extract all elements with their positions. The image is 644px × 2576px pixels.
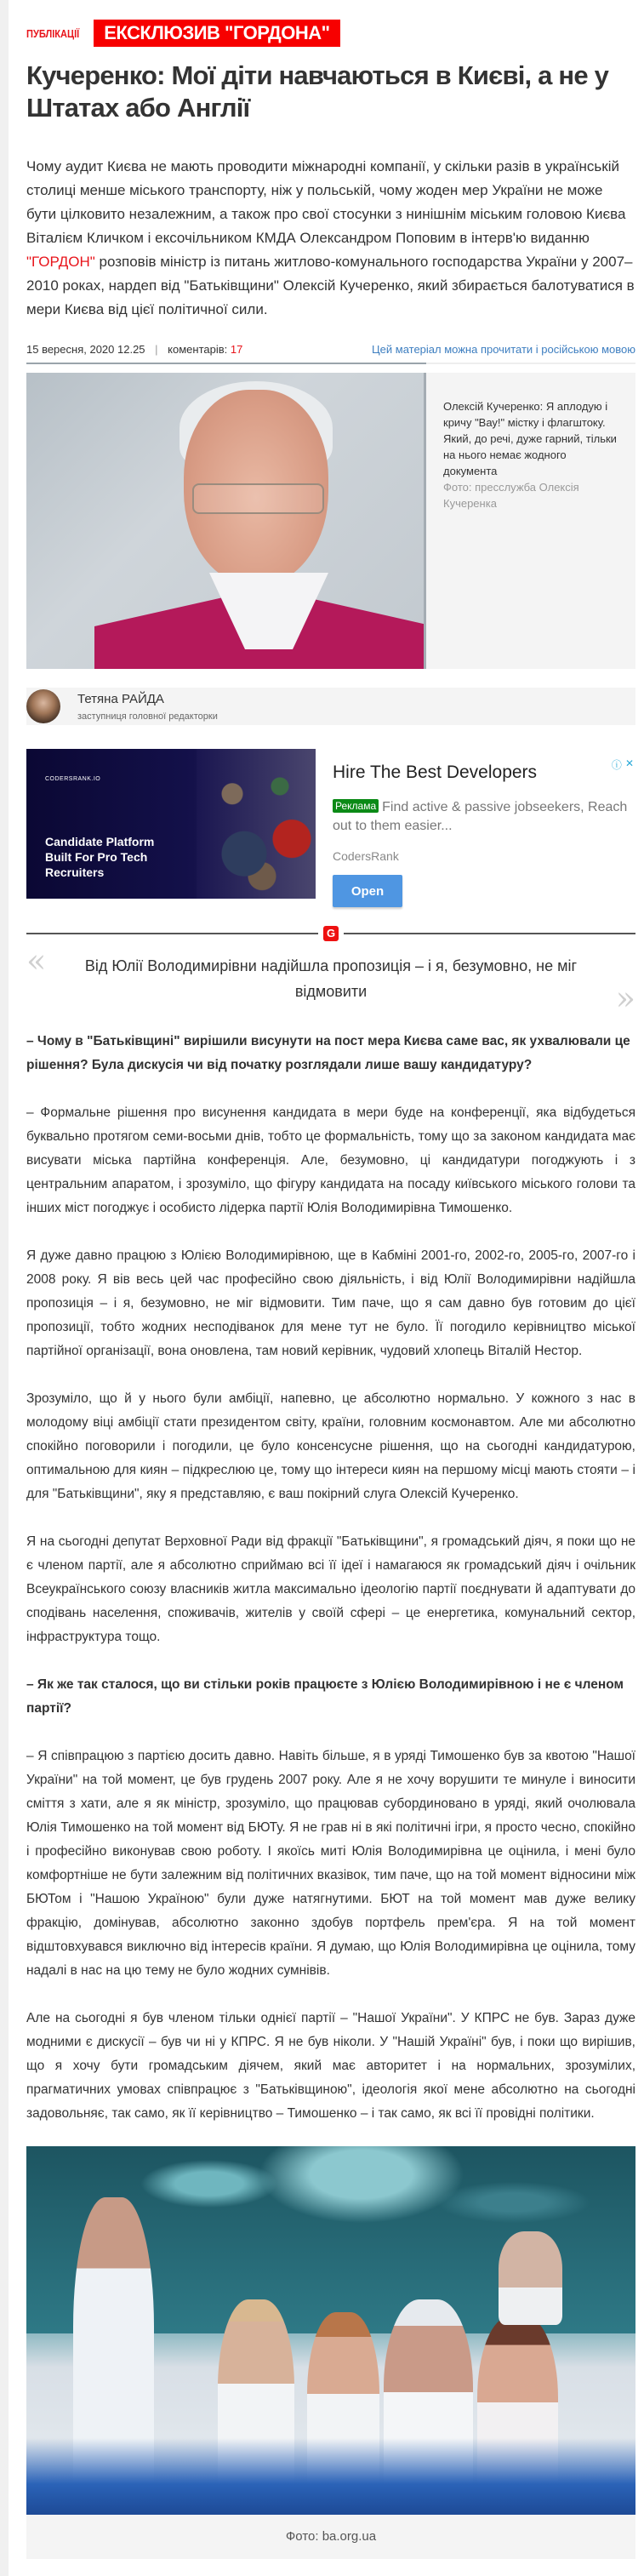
gordon-logo-icon: G [323, 926, 339, 941]
photo-caption-text: Олексій Кучеренко: Я аплодую і кричу "Вау!" містку і флагштоку. Який, до речі, дуже гарний, тільки на нього немає жодного документа [443, 400, 617, 477]
author-avatar[interactable] [26, 689, 60, 723]
photo-credit: Фото: пресслужба Олексія Кучеренка [443, 481, 579, 510]
interview-answer: Я дуже давно працюю з Юлією Володимирівною, ще в Кабміні 2001-го, 2002-го, 2005-го, 2007-го і 2008 року. Я вів весь цей час професійно свою діяльність, і від Юлії Володимирівни надійшла пропозиція – і я, безумовно, не міг відмовити. Тим паче, що я сам давно був готовим до цієї пропозиції, тобто жодних несподіванок для мене тут не було. Її погодило керівництво міської партійної організації, вона оновлена, там новий керівник, чудовий хлопець Віталій Нестор. [26, 1248, 635, 1358]
ad-description-text: Find active & passive jobseekers, Reach out to them easier... [333, 800, 628, 833]
quote-text: Від Юлії Володимирівни надійшла пропозиція – і я, безумовно, не міг відмовити [84, 957, 578, 1000]
microphones [26, 2438, 635, 2515]
ad-open-button[interactable]: Open [333, 875, 402, 907]
article-body [26, 1030, 635, 2126]
article-meta [26, 340, 635, 357]
publish-date: 15 вересня, 2020 12.25 [26, 342, 145, 356]
article-page [9, 0, 644, 2576]
group-photo[interactable] [26, 2146, 635, 2515]
close-icon[interactable]: ✕ [624, 757, 634, 769]
exclusive-badge[interactable]: ЕКСКЛЮЗИВ "ГОРДОНА" [94, 20, 339, 47]
ad-image[interactable] [26, 749, 316, 899]
quote-close-icon: » [615, 980, 635, 1017]
gordon-link[interactable]: "ГОРДОН" [26, 254, 95, 270]
lead-text-1: Чому аудит Києва не мають проводити міжнародні компанії, у скільки разів в українській столиці менше міського транспорту, ніж у польській, чому жоден мер України не може бути цілковито незалежним, а також про свої стосунки з нинішнім міським головою Києва Віталієм Кличком і ексочільником КМДА Олександром Поповим в інтерв'ю виданню [26, 158, 626, 246]
article-title: Кучеренко: Мої діти навчаються в Києві, а не у Штатах або Англії [26, 60, 609, 123]
meta-divider [26, 363, 635, 364]
quote-divider [26, 926, 635, 941]
interview-answer: – Я співпрацюю з партією досить давно. Навіть більше, я в уряді Тимошенко був за квотою "Нашої України" на той момент, це був грудень 2007 року. Але я не хочу ворушити те минуле і виносити сміття з хати, але я як міністр, зрозуміло, що працював субординовано в уряді, який очолювала Юлія Тимошенко на той момент від БЮТу. Я не грав ні в які політичні ігри, я просто чесно, спокійно і професійно виконував свою роботу. І якоїсь миті Юлія Володимирівна це оцінила, і мені було комфортніше не бути залежним від політичних вказівок, тим паче, що на той момент відносини між БЮТом і "Нашою Україною" були дуже натягнутими. БЮТ на той момент мав дуже велику фракцію, домінував, абсолютно законно здобув портфель прем'єра. Я на той момент відштовхувався виключно від інтересів країни. Я думаю, що Юлія Володимирівна це оцінила, тому надалі в нас на цю тему не було жодних сумнівів. [26, 1749, 635, 1978]
comments-count: 17 [230, 342, 243, 356]
ad-description [333, 797, 635, 836]
article-container [26, 19, 635, 2559]
comments-label: коментарів: [168, 342, 228, 356]
main-photo-block [26, 373, 635, 669]
article-labels [26, 19, 635, 48]
interview-question: – Чому в "Батьківщині" вирішили висунути на пост мера Києва саме вас, як ухвалювали це рішення? Була дискусія чи від початку розглядали лише вашу кандидатуру? [26, 1034, 630, 1072]
meta-separator: | [155, 342, 158, 356]
meta-left [26, 343, 242, 356]
author-name[interactable]: Тетяна РАЙДА [77, 691, 164, 706]
ad-controls [612, 757, 634, 772]
ad-title[interactable]: Hire The Best Developers [333, 763, 538, 782]
interview-answer: Зрозуміло, що й у нього були амбіції, напевно, це абсолютно нормально. У кожного з нас в молодому віці амбіції стати президентом світу, країни, головним космонавтом. Але ми абсолютно спокійно поговорили і погодили, це було консенсусне рішення, що на сьогодні кандидатурою, оптимальною для киян – підкреслюю це, тому що інтереси киян на першому місці мають стояти – і для "Батьківщини", яку я представляю, є ваш покірний слуга Олексій Кучеренко. [26, 1391, 635, 1501]
main-photo[interactable] [26, 373, 424, 669]
info-icon[interactable]: ⓘ [611, 759, 622, 771]
interview-answer: Я на сьогодні депутат Верховної Ради від фракції "Батьківщини", я громадський діяч, я поки що не є членом партії, але я абсолютно сприймаю всі її ідеї і намагаюся як громадський діяч і очільник Всеукраїнського союзу власників житла максимально ідеологію партії поєднувати й адаптувати до сподівань населення, споживачів, жителів у своїй сфері – це енергетика, комунальний сектор, інфраструктура тощо. [26, 1534, 635, 1644]
russian-version-link[interactable]: Цей матеріал можна прочитати і російською мовою [372, 342, 635, 356]
group-photo-credit: Фото: ba.org.ua [26, 2515, 635, 2559]
rubric-link[interactable]: ПУБЛІКАЦІЇ [26, 26, 80, 40]
author-role: заступниця головної редакторки [77, 711, 218, 722]
ad-image-headline: Candidate Platform Built For Pro Tech Recruiters [45, 835, 155, 879]
comments-link[interactable] [168, 343, 242, 356]
ad-image-artwork [197, 749, 316, 899]
ad-badge: Реклама [333, 799, 379, 813]
ad-text [333, 749, 635, 899]
author-block[interactable] [26, 688, 635, 725]
photo-caption [424, 373, 635, 669]
pull-quote [26, 941, 635, 1017]
interview-answer: Але на сьогодні я був членом тільки однієї партії – "Нашої України". У КПРС не був. Зараз дуже модними є дискусії – був чи ні у КПРС. Я не був ніколи. У "Нашій Україні" був, і поки що вирішив, що я хочу бути громадським діячем, який має авторитет і на нормальних, зрозумілих, прагматичних умовах співпрацює з "Батьківщиною", ідеологія якої мене абсолютно на сьогодні задовольняє, так само, як її керівництво – Тимошенко – і так само, як всі її провідні політики. [26, 2011, 635, 2121]
interview-answer: – Формальне рішення про висунення кандидата в мери буде на конференції, яка відбудеться буквально протягом семи-восьми днів, тобто це формальність, тому що за законом кандидата має висувати міська партійна конференція. Але, безумовно, ці кандидатури погоджують і з центральним апаратом, і зрозуміло, що фігуру кандидата на посаду київського міського голови та інших міст погоджує і особисто лідерка партії Юлія Володимирівна Тимошенко. [26, 1105, 635, 1215]
ad-image-logo: CODERSRANK.IO [45, 776, 101, 782]
article-lead [26, 155, 635, 322]
lead-text-2: розповів міністр із питань житлово-комунального господарства України у 2007–2010 роках, нардеп від "Батьківщини" Олексій Кучеренко, який збирається балотуватися в мери Києва від цієї політичної сили. [26, 254, 635, 317]
ad-advertiser: CodersRank [333, 849, 399, 863]
quote-open-icon: « [26, 942, 47, 980]
interview-question: – Як же так сталося, що ви стільки років працюєте з Юлією Володимирівною і не є членом партії? [26, 1677, 624, 1716]
advertisement[interactable] [26, 749, 635, 899]
